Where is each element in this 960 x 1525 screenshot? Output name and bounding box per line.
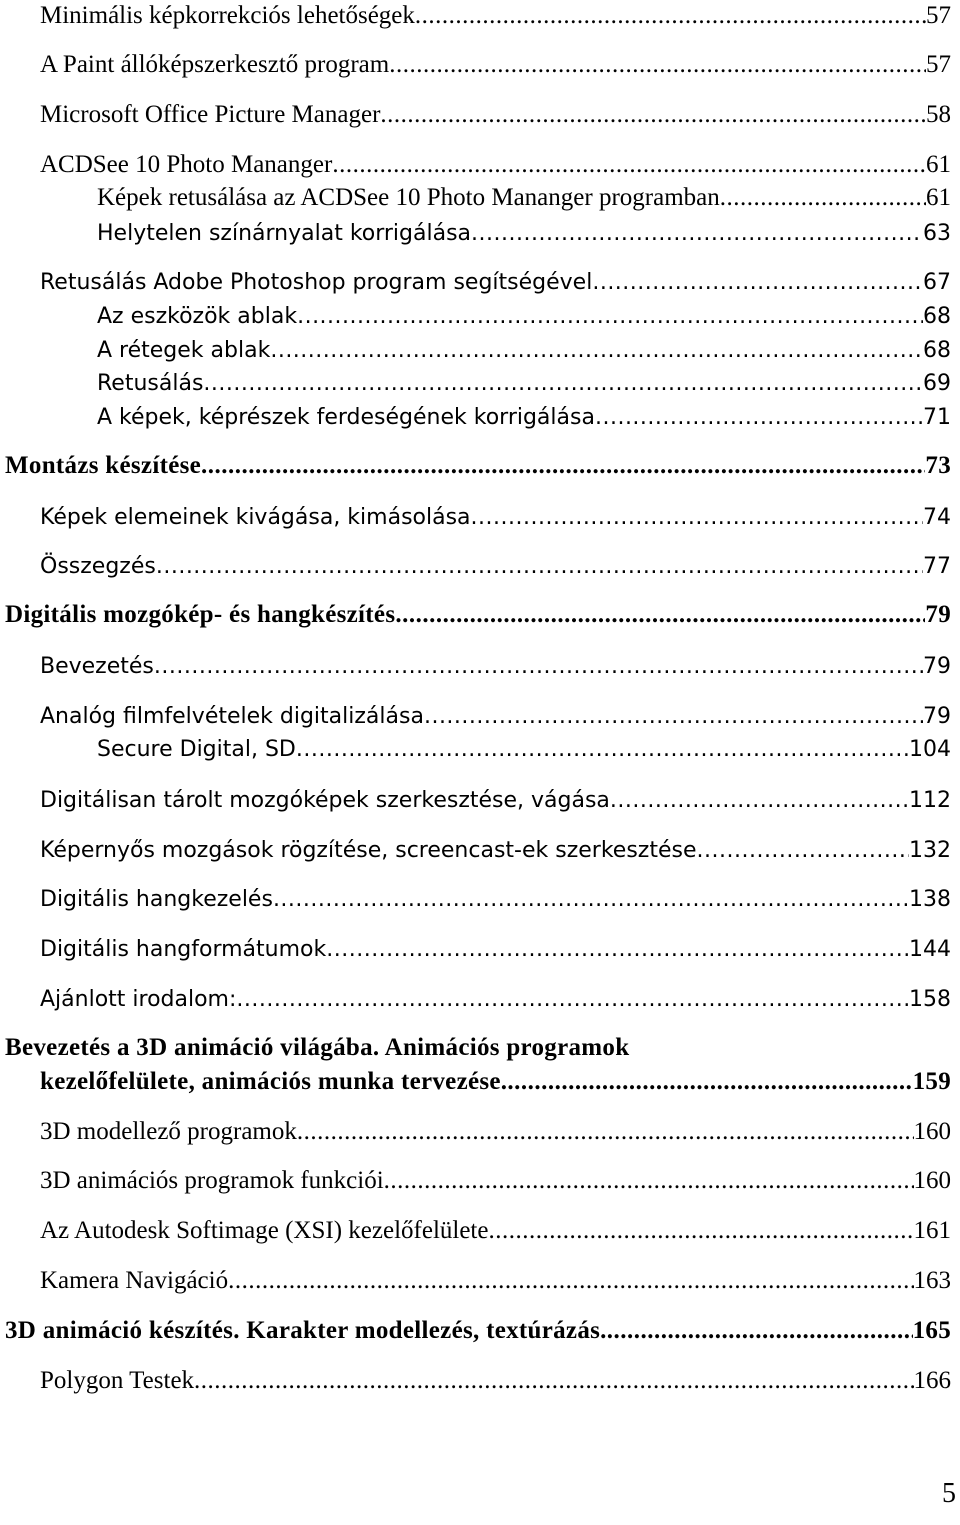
- toc-entry-page: 166: [913, 1367, 951, 1394]
- toc-entry-page: 57: [926, 2, 951, 29]
- toc-entry[interactable]: [0, 599, 951, 629]
- toc-entry-title-line1: Bevezetés a 3D animáció világába. Animációs programok: [5, 1034, 630, 1061]
- toc-leader-dots: [697, 838, 910, 863]
- toc-entry-page: 144: [909, 937, 951, 962]
- toc-entry-page: 77: [923, 554, 951, 579]
- toc-entry-page: 138: [909, 887, 951, 912]
- toc-entry[interactable]: [0, 982, 951, 1012]
- toc-entry-title: ACDSee 10 Photo Mananger: [40, 151, 333, 178]
- toc-leader-dots: [415, 2, 926, 30]
- toc-leader-dots: [326, 937, 909, 962]
- toc-entry-page: 61: [926, 184, 951, 211]
- toc-leader-dots: [270, 338, 923, 363]
- toc-entry[interactable]: [0, 1265, 951, 1295]
- toc-entry-title: Képek elemeinek kivágása, kimásolása: [40, 505, 471, 530]
- toc-entry[interactable]: [0, 932, 951, 962]
- toc-entry[interactable]: [0, 400, 951, 430]
- toc-leader-dots: [297, 304, 923, 329]
- toc-entry-page: 69: [923, 371, 951, 396]
- toc-leader-dots: [384, 1167, 914, 1195]
- toc-entry[interactable]: [0, 49, 951, 79]
- toc-entry-title: kezelőfelülete, animációs munka tervezése.: [40, 1068, 508, 1095]
- toc-entry-page: 160: [913, 1118, 951, 1145]
- toc-entry-page: 165: [912, 1317, 951, 1344]
- toc-entry-title: 3D animáció készítés. Karakter modellezés, textúrázás.: [5, 1317, 607, 1344]
- toc-leader-dots: [389, 51, 926, 79]
- toc-entry-page: 163: [913, 1267, 951, 1294]
- toc-entry-title: Analóg filmfelvételek digitalizálása: [40, 704, 424, 729]
- toc-entry-page: 68: [923, 304, 951, 329]
- toc-entry-title: Retusálás: [97, 371, 204, 396]
- toc-leader-dots: [380, 101, 926, 129]
- toc-entry-page: 58: [926, 101, 951, 128]
- toc-entry[interactable]: [0, 500, 951, 530]
- toc-entry-page: 104: [909, 737, 951, 762]
- toc-leader-dots: [236, 987, 909, 1012]
- page-number: 5: [942, 1478, 956, 1509]
- toc-entry-title: Az Autodesk Softimage (XSI) kezelőfelülete: [40, 1217, 489, 1244]
- toc-entry-title: Digitálisan tárolt mozgóképek szerkesztése, vágása: [40, 788, 610, 813]
- toc-entry[interactable]: [0, 299, 951, 329]
- toc-entry-page: 79: [925, 601, 951, 628]
- toc-entry-title: A képek, képrészek ferdeségének korrigálása: [97, 405, 595, 430]
- toc-entry[interactable]: [0, 732, 951, 762]
- toc-entry-page: 79: [923, 704, 951, 729]
- toc-entry[interactable]: [0, 333, 951, 363]
- toc-entry-page: 63: [923, 221, 951, 246]
- toc-leader-dots: [203, 371, 923, 396]
- toc-entry[interactable]: [0, 1116, 951, 1146]
- toc-entry[interactable]: [0, 366, 951, 396]
- toc-leader-dots: [273, 887, 909, 912]
- toc-entry-page: 57: [926, 51, 951, 78]
- toc-entry-title: Secure Digital, SD: [97, 737, 296, 762]
- toc-entry[interactable]: [0, 882, 951, 912]
- toc-entry-title: Digitális hangformátumok: [40, 937, 327, 962]
- toc-leader-dots: [592, 270, 923, 295]
- toc-entry[interactable]: [0, 450, 951, 480]
- toc-leader-dots: [201, 452, 925, 480]
- toc-entry-title: Helytelen színárnyalat korrigálása: [97, 221, 472, 246]
- toc-entry-title: Retusálás Adobe Photoshop program segítségével: [40, 270, 593, 295]
- toc-entry[interactable]: [0, 1315, 951, 1345]
- toc-leader-dots: [297, 1118, 914, 1146]
- toc-entry[interactable]: [0, 1365, 951, 1395]
- toc-entry-title: Polygon Testek: [40, 1367, 195, 1394]
- toc-entry[interactable]: [0, 216, 951, 246]
- toc-entry-title: Digitális hangkezelés: [40, 887, 273, 912]
- toc-entry[interactable]: [0, 699, 951, 729]
- toc-entry-page: 74: [923, 505, 951, 530]
- toc-leader-dots: [154, 654, 923, 679]
- toc-leader-dots: [471, 505, 923, 530]
- toc-entry[interactable]: [0, 833, 951, 863]
- toc-leader-dots: [395, 601, 925, 629]
- toc-entry-title: 3D animációs programok funkciói: [40, 1167, 384, 1194]
- toc-leader-dots: [610, 788, 909, 813]
- toc-leader-dots: [488, 1217, 913, 1245]
- toc-entry-page: 71: [923, 405, 951, 430]
- toc-entry[interactable]: [0, 1165, 951, 1195]
- toc-entry-title: Microsoft Office Picture Manager: [40, 101, 381, 128]
- toc-leader-dots: [471, 221, 923, 246]
- toc-leader-dots: [156, 554, 923, 579]
- toc-entry-page: 159: [912, 1068, 951, 1095]
- toc-leader-dots: [507, 1068, 912, 1096]
- toc-entry-page: 79: [923, 654, 951, 679]
- toc-entry[interactable]: [0, 265, 951, 295]
- toc-leader-dots: [332, 151, 926, 179]
- toc-entry-title: Montázs készítése: [5, 452, 202, 479]
- toc-entry-title: Kamera Navigáció: [40, 1267, 229, 1294]
- toc-leader-dots: [720, 184, 926, 212]
- toc-entry-title: A rétegek ablak: [97, 338, 271, 363]
- toc-entry-title: Bevezetés: [40, 654, 154, 679]
- toc-entry-page: 73: [925, 452, 951, 479]
- toc-entry[interactable]: [0, 783, 951, 813]
- toc-entry-page: 112: [909, 788, 951, 813]
- toc-entry-title: Az eszközök ablak: [97, 304, 298, 329]
- toc-leader-dots: [228, 1267, 913, 1295]
- toc-entry-page: 68: [923, 338, 951, 363]
- toc-entry-page: 67: [923, 270, 951, 295]
- toc-entry[interactable]: [0, 1066, 951, 1096]
- toc-leader-dots: [607, 1317, 913, 1345]
- toc-entry-page: 160: [913, 1167, 951, 1194]
- toc-entry-title: 3D modellező programok: [40, 1118, 297, 1145]
- toc-entry-title: Ajánlott irodalom:: [40, 987, 237, 1012]
- toc-entry-page: 161: [913, 1217, 951, 1244]
- toc-leader-dots: [194, 1367, 913, 1395]
- toc-entry[interactable]: [0, 99, 951, 129]
- toc-entry-title: Képek retusálása az ACDSee 10 Photo Mananger programban: [97, 184, 720, 211]
- toc-entry[interactable]: [0, 149, 951, 179]
- toc-leader-dots: [424, 704, 923, 729]
- toc-entry-page: 61: [926, 151, 951, 178]
- toc-entry[interactable]: [0, 182, 951, 212]
- toc-entry-page: 132: [909, 838, 951, 863]
- toc-entry-title: A Paint állóképszerkesztő program: [40, 51, 390, 78]
- toc-entry-title: Minimális képkorrekciós lehetőségek: [40, 2, 415, 29]
- toc-entry-title: Digitális mozgókép- és hangkészítés: [5, 601, 396, 628]
- toc-leader-dots: [595, 405, 923, 430]
- toc-entry[interactable]: [0, 1215, 951, 1245]
- toc-entry[interactable]: [0, 0, 951, 30]
- toc-entry[interactable]: [0, 649, 951, 679]
- toc-leader-dots: [296, 737, 909, 762]
- toc-entry[interactable]: [0, 549, 951, 579]
- toc-entry-page: 158: [909, 987, 951, 1012]
- toc-entry-title: Képernyős mozgások rögzítése, screencast-ek szerkesztése: [40, 838, 697, 863]
- toc-entry-title: Összegzés: [40, 554, 156, 579]
